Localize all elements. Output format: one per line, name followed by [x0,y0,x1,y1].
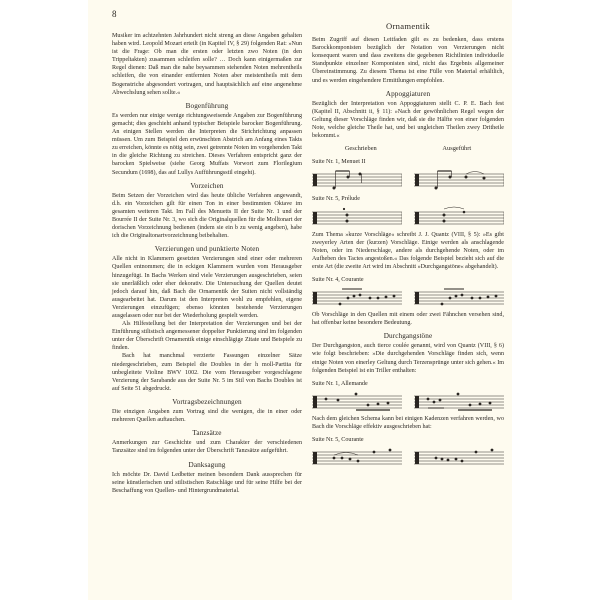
paragraph: Beim Setzen der Vorzeichen wird das heute übliche Verfahren angewandt, d.h. ein Vorzeichen gilt für einen Ton in einer bestimmten Oktave im gesamten weiteren Takt. Im Fall des Menuetts II der Suite Nr. 1 und der Bourrée II der Suite Nr. 3, wo sich die Originalquellen für die Molltonart der dorischen Vorzeichnung bedienen (indem sie ein b zu wenig angeben), habe ich die Originaltonartvorzeichnung beibehalten. [112,192,302,240]
music-staff-written [312,446,402,468]
right-column [312,22,504,471]
paragraph: Bezüglich der Interpretation von Appoggiaturen stellt C. P. E. Bach fest (Kapitel II, Abschnitt ii, § 11): »Nach der gewöhnlichen Regel wegen der Geltung dieser Vorschläge finden wir, daß sie die Hälfte von einer folgenden Note, welche gleiche Theile hat, und bei ungleichen Theilen zwey Dritheile bekommt.« [312,100,504,140]
paragraph: Es werden nur einige wenige richtungsweisende Angaben zur Bogenführung gemacht; dies geschieht anhand typischer Beispiele barocker Bogenführung. An einigen Stellen werden die Interpreten die Strichrichtung anpassen müssen. Um zum Beispiel den erwünschten Abstrich am Anfang eines Takts zu erreichen, könnte es nötig sein, zwei getrennte Noten im vorgehenden Takt in die gleiche Richtung zu streichen. Dieses Verfahren entspricht ganz der barocken Spielweise (siehe Georg Muffats Vorwort zum Florilegium Secundum (1698), das auf Lullys Aufführungsstil eingeht). [112,112,302,176]
example-label: Suite Nr. 1, Allemande [312,380,368,387]
music-staff-written [312,286,402,308]
heading-appoggiaturen: Appoggiaturen [385,89,431,98]
paragraph: Der Durchgangston, auch tierce coulée genannt, wird von Quantz (VIII, § 6) wie folgt beschrieben: »Die durchgehenden Vorschläge finden sich, wenn einige Noten von einerley Geltung durch Terzensprünge unter sich gehen.« Im folgenden Beispiel ist ein Triller enthalten: [312,343,504,374]
left-column [112,32,302,495]
music-staff-performed [414,206,504,228]
paragraph: Ob Vorschläge in den Quellen mit einem oder zwei Fähnchen versehen sind, hat offenbar keine besondere Bedeutung. [312,312,504,327]
music-staff-written [312,206,402,228]
music-staff-performed [414,390,504,412]
example-label: Suite Nr. 4, Courante [312,276,364,283]
heading-bogenfuehrung: Bogenführung [185,101,229,110]
paragraph: Beim Zugriff auf diesen Leitfaden gilt es zu bedenken, dass erstens Barockkomponisten bezüglich der Notation von Verzierungen nicht konsequent waren und dass zweitens die gegebenen Richtlinien individuelle Standpunkte einzelner Komponisten sind, nicht das Ergebnis allgemeiner Übereinstimmung. Zu diesem Thema ist eine Fülle von Material erhältlich, und es werden eingehendere Ermittlungen empfohlen. [312,37,504,84]
music-example-row [312,286,504,308]
header-performed: Ausgeführt [442,145,472,153]
example-label: Suite Nr. 1, Menuet II [312,159,366,166]
paragraph: Als Hilfestellung bei der Interpretation der Verzierungen und bei der Einführung stilistisch angemessener doppelter Punktierung sind im folgenden unter der Überschrift Ornamentik einige einschlägige Zitate und Beispiele zu finden. [112,321,302,352]
paragraph: Ich möchte Dr. David Ledbetter meinen besondern Dank aussprechen für seine künstlerischen und stilistischen Ratschläge und für seine Hilfe bei der Beschaffung von Quellen- und Hintergrundmaterial. [112,471,302,494]
example-label: Suite Nr. 5, Prélude [312,196,360,203]
music-example-row [312,446,504,468]
music-staff-written [312,168,402,190]
heading-verzierungen: Verzierungen und punktierte Noten [154,245,260,254]
paragraph: Zum Thema »kurze Vorschläge« schreibt J. J. Quantz (VIII, § 5): »Es gibt zweyerley Arten der (kurzen) Vorschläge. Einige werden als anschlagende Noten, oder im Niederschlage, andere als durchgehende Noten, oder im Aufheben des Tactes angestoßen.« Das folgende Beispiel bezieht sich auf die erste Art (die zweite Art wird im Abschnitt »Durchgangstöne« abgehandelt). [312,231,504,270]
heading-tanzsaetze: Tanzsätze [192,429,222,438]
page-number: 8 [112,9,117,19]
section-title-ornamentik: Ornamentik [385,21,431,31]
music-staff-written [312,390,402,412]
paragraph: Anmerkungen zur Geschichte und zum Charakter der verschiedenen Tanzsätze sind im folgenden unter der Überschrift Tanzsätze aufgeführt. [112,440,302,455]
heading-durchgangstoene: Durchgangstöne [383,332,433,341]
paragraph: Alle nicht in Klammern gesetzten Verzierungen sind einer oder mehreren Quellen entnommen; die in eckigen Klammern wurden vom Herausgeber hinzugefügt. In Bachs Werken sind viele Verzierungen ausgeschrieben, seien sie unerläßlich oder eher dekorativ. Die Untersuchung der Quellen deutet jedoch darauf hin, daß Bach die Ornamentik der Suiten nicht vollständig ausgearbeitet hat. Darum ist den Interpreten wohl zu empfehlen, eigene Verzierungen einzufügen; ebenso könnten bestehende Verzierungen ausgelassen oder nur bei der Wiederholung gespielt werden. [112,256,302,319]
example-label: Suite Nr. 5, Courante [312,437,364,443]
music-example-row [312,168,504,190]
heading-vortragsbezeichnungen: Vortragsbezeichnungen [172,397,242,406]
music-staff-performed [414,168,504,190]
music-example-row [312,206,504,228]
paragraph: Nach dem gleichen Schema kann bei einigen Kadenzen verfahren werden, wo Bach die Vorschläge effektiv ausgeschrieben hat: [312,415,504,430]
music-staff-performed [414,446,504,468]
heading-danksagung: Danksagung [188,460,226,469]
header-written: Geschrieben [344,145,377,153]
example-column-headers [312,145,504,153]
paragraph: Die einzigen Angaben zum Vortrag sind die wenigen, die in einer oder mehreren Quellen auftauchen. [112,409,302,424]
music-staff-performed [414,286,504,308]
heading-vorzeichen: Vorzeichen [190,181,224,190]
intro-paragraph: Musiker im achtzehnten Jahrhundert nicht streng an diese Angaben gehalten haben wird. Leopold Mozart erteilt (in Kapitel IV, § 29) folgenden Rat: »Nun ist die Frage: Ob man die ersten oder letzten zwo Noten (in den Trippeltakten) zusammen schleifen solle? … Doch kann einigermaßen zur Regel dienen: Daß man die nahe beysammen stehenden Noten mehrentheils schleifen, die von einander entfernten Noten aber meistentheils mit dem Bogenstriche abgesondert vortragen, und hauptsächlich auf eine angenehme Abwechslung sehen sollte.« [112,33,302,96]
music-example-row [312,390,504,412]
paragraph: Bach hat manchmal verzierte Fassungen einzelner Sätze niedergeschrieben, zum Beispiel die Doubles in der h moll-Partita für unbegleitete Violine BWV 1002. Die vom Herausgeber vorgeschlagene Verzierung der Sarabande aus der Suite Nr. 5 im Stil von Bachs Doubles ist auf Seite 51 abgedruckt. [112,353,302,392]
